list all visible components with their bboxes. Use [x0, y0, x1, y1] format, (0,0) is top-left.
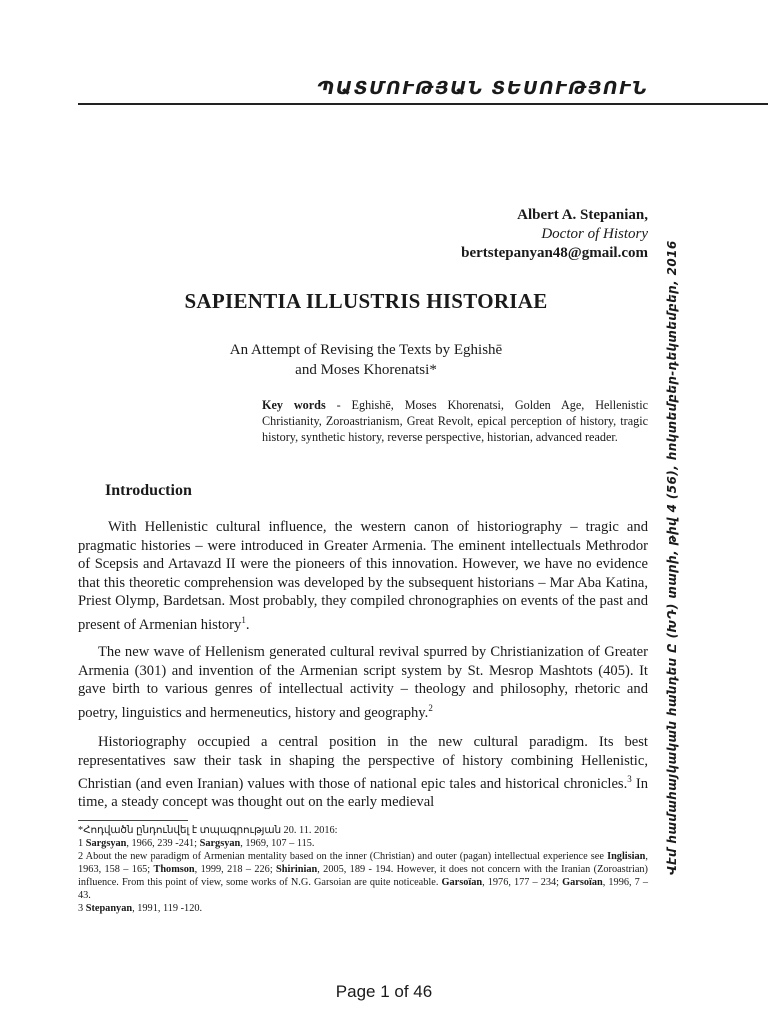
paragraph-2	[78, 643, 648, 722]
paragraph-1	[78, 518, 648, 634]
fn2-text-4: , 2005, 189 - 194. However, it does not concern with the Iranian (Zoroastrian) influence. From this point of view, some works of N.G. Garsoian are quite noticeable.	[78, 864, 648, 888]
paragraph-3	[78, 733, 648, 812]
footnote-star: *Հոդվածն ընդունվել է տպագրության 20. 11. 2016:	[78, 825, 338, 836]
fn2-author-5: Garsoïan	[562, 877, 603, 888]
section-header: ՊԱՏՄՈՒԹՅԱՆ ՏԵՍՈՒԹՅՈՒՆ	[317, 78, 648, 99]
paragraph-3-text-a: Historiography occupied a central position in the new cultural paradigm. Its best representatives saw their task in shaping the perspective of history combining Hellenistic, Christian (and even Iranian) values with those of national epic tales and historical chronicles.	[78, 734, 648, 792]
author-block	[0, 206, 648, 263]
fn3-number: 3	[78, 903, 86, 914]
fn2-author-3: Shirinian	[276, 864, 318, 875]
author-email[interactable]: bertstepanyan48@gmail.com	[461, 245, 648, 261]
footnote-1	[78, 837, 648, 850]
author-name: Albert A. Stepanian,	[517, 207, 648, 223]
keywords	[262, 397, 648, 445]
fn1-ref-b: , 1969, 107 – 115.	[240, 838, 315, 849]
fn1-author-a: Sargsyan	[85, 838, 127, 849]
fn1-ref-a: , 1966, 239 -241;	[126, 838, 200, 849]
fn3-ref: , 1991, 119 -120.	[132, 903, 203, 914]
keywords-label: Key words	[262, 398, 326, 412]
header-rule	[78, 103, 768, 105]
footnotes	[78, 824, 648, 915]
fn2-text-1: 2 About the new paradigm of Armenian mentality based on the inner (Christian) and outer (pagan) intellectual experience see	[78, 851, 608, 862]
article-subtitle	[78, 340, 654, 380]
intro-heading: Introduction	[105, 482, 192, 499]
footnote-ref-2[interactable]: 2	[428, 702, 433, 713]
footnote-2	[78, 850, 648, 902]
footnote-rule	[78, 820, 188, 821]
paragraph-1-text: With Hellenistic cultural influence, the western canon of historiography – tragic and pragmatic histories – were introduced in Greater Armenia. The eminent intellectuals Methrodor of Scepsis and Artavazd II were the pioneers of this innovation. However, we have no evidence that this theoretic comprehension was developed by the subsequent historians – Mar Aba Katina, Priest Olymp, Bardetsan. Most probably, they compiled chronographies on events of the past and present of Armenian history	[78, 519, 648, 633]
fn2-text-2: , 1963, 158 – 165;	[78, 851, 648, 875]
page-number: Page 1 of 46	[335, 982, 433, 1001]
subtitle-line-1: An Attempt of Revising the Texts by Eghishē	[229, 342, 503, 358]
fn1-author-b: Sargsyan	[199, 838, 241, 849]
footnote-ref-3[interactable]: 3	[627, 774, 632, 784]
fn3-author: Stepanyan	[85, 903, 133, 914]
author-degree: Doctor of History	[541, 226, 648, 242]
paragraph-3-text-b: In time, a steady concept was thought out on the early medieval	[78, 775, 648, 811]
paragraph-1-end: .	[245, 616, 250, 633]
keywords-text: - Eghishē, Moses Khorenatsi, Golden Age, Hellenistic Christianity, Zoroastrianism, Great Revolt, epical perception of history, tragic history, synthetic history, reverse perspective, historian, advanced reader.	[262, 398, 648, 444]
footnote-ref-1[interactable]: 1	[241, 614, 246, 625]
footnote-3	[78, 902, 648, 915]
fn1-number: 1	[78, 838, 86, 849]
fn2-text-3: , 1999, 218 – 226;	[194, 864, 277, 875]
subtitle-line-2: and Moses Khorenatsi*	[295, 362, 437, 378]
fn2-text-6: , 1996, 7 – 43.	[78, 877, 649, 901]
journal-side-label: Վէմ համահայկական հանդես Ը (ԽԴ) տարի, թիվ 4 (56), հոկտեմբեր-դեկտեմբեր, 2016	[665, 240, 679, 875]
fn2-text-5: , 1976, 177 – 234;	[482, 877, 563, 888]
paragraph-2-text: The new wave of Hellenism generated cultural revival spurred by Christianization of Greater Armenia (301) and invention of the Armenian script system by St. Mesrop Mashtots (405). It gave birth to various genres of intellectual activity – theology and philosophy, rhetoric and poetry, linguistics and hermeneutics, history and geography.	[78, 644, 648, 721]
fn2-author-2: Thomson	[153, 864, 195, 875]
fn2-author-4: Garsoïan	[441, 877, 483, 888]
fn2-author-1: Inglisian	[607, 851, 646, 862]
article-title: SAPIENTIA ILLUSTRIS HISTORIAE	[184, 289, 548, 313]
